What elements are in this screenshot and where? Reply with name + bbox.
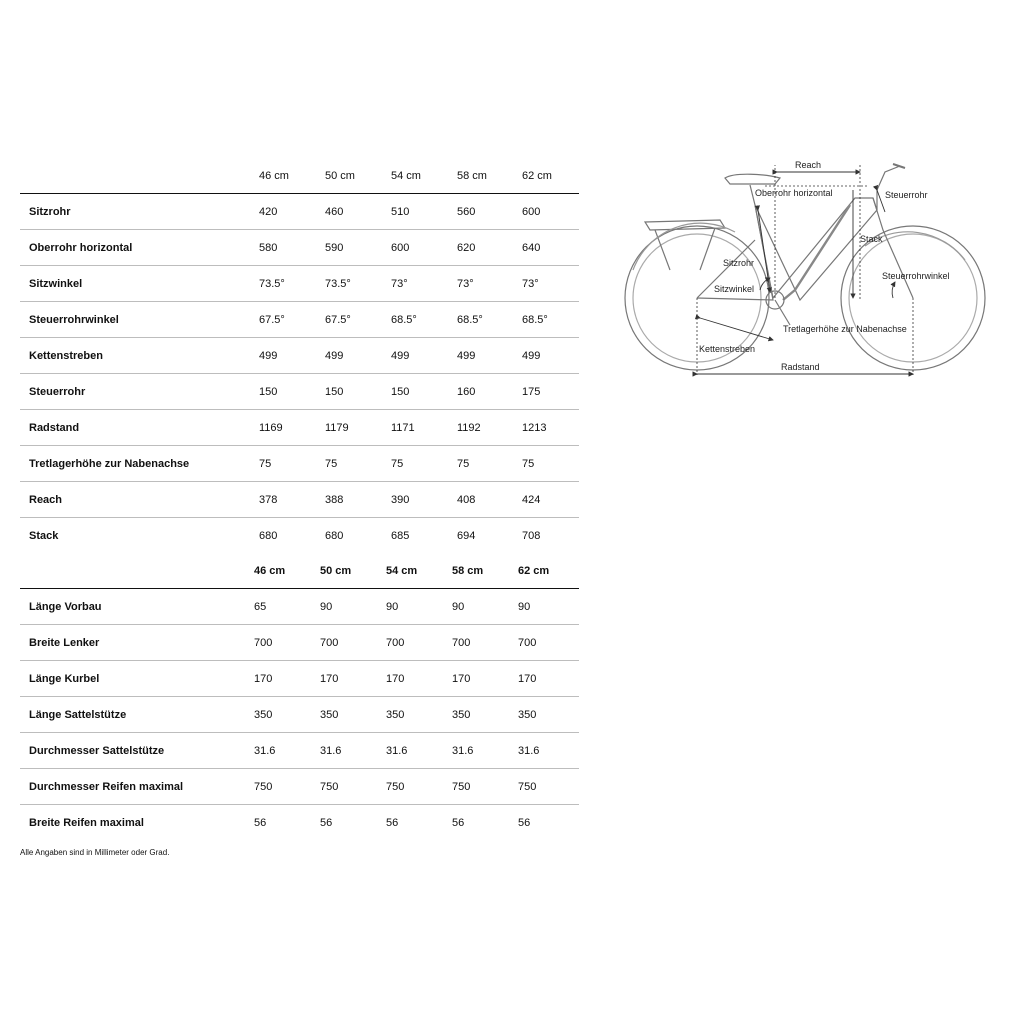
label-steuerrohr: Steuerrohr — [885, 190, 928, 200]
row-value: 31.6 — [452, 745, 474, 757]
row-value: 350 — [320, 709, 339, 721]
label-kettenstreben: Kettenstreben — [699, 344, 756, 354]
table-row — [20, 589, 579, 625]
geometry-table — [20, 170, 580, 542]
size-header-50: 50 cm — [325, 170, 355, 182]
row-value: 68.5° — [391, 314, 417, 326]
row-value: 150 — [391, 386, 410, 398]
row-value: 75 — [457, 458, 470, 470]
row-label: Reach — [29, 494, 63, 506]
row-value: 56 — [320, 817, 333, 829]
row-value: 750 — [452, 781, 471, 793]
row-label: Stack — [29, 530, 59, 542]
label-stack: Stack — [860, 234, 883, 244]
row-value: 640 — [522, 242, 541, 254]
row-label: Länge Sattelstütze — [29, 709, 127, 721]
table-row — [20, 410, 579, 446]
bike-geometry-diagram — [615, 150, 1015, 390]
row-value: 499 — [457, 350, 476, 362]
row-value: 700 — [386, 637, 405, 649]
row-value: 560 — [457, 206, 476, 218]
row-value: 73° — [457, 278, 474, 290]
row-value: 75 — [325, 458, 338, 470]
row-value: 150 — [259, 386, 278, 398]
row-value: 90 — [320, 601, 333, 613]
row-value: 750 — [320, 781, 339, 793]
row-value: 150 — [325, 386, 344, 398]
row-value: 1213 — [522, 422, 547, 434]
row-value: 590 — [325, 242, 344, 254]
row-value: 680 — [259, 530, 278, 542]
row-value: 90 — [386, 601, 399, 613]
row-label: Länge Vorbau — [29, 601, 102, 613]
row-value: 700 — [320, 637, 339, 649]
size-header-62: 62 cm — [522, 170, 552, 182]
table-row — [20, 194, 579, 230]
size-header-46: 46 cm — [254, 565, 286, 577]
row-value: 170 — [452, 673, 471, 685]
table-row — [20, 446, 579, 482]
row-label: Sitzrohr — [29, 206, 71, 218]
row-label: Tretlagerhöhe zur Nabenachse — [29, 458, 190, 470]
label-tretlager: Tretlagerhöhe zur Nabenachse — [783, 324, 907, 334]
row-value: 350 — [254, 709, 273, 721]
row-label: Kettenstreben — [29, 350, 103, 362]
row-value: 499 — [259, 350, 278, 362]
row-value: 750 — [254, 781, 273, 793]
label-steuerrohrwinkel: Steuerrohrwinkel — [882, 271, 950, 281]
table-row — [20, 518, 579, 553]
table-row — [20, 661, 579, 697]
row-value: 350 — [386, 709, 405, 721]
row-value: 600 — [522, 206, 541, 218]
row-value: 390 — [391, 494, 410, 506]
row-value: 1169 — [259, 422, 283, 434]
row-value: 170 — [386, 673, 405, 685]
geometry-table-body — [20, 194, 579, 553]
row-value: 73.5° — [259, 278, 285, 290]
row-value: 56 — [386, 817, 399, 829]
row-value: 56 — [452, 817, 465, 829]
row-label: Oberrohr horizontal — [29, 242, 133, 254]
row-label: Breite Reifen maximal — [29, 817, 144, 829]
row-value: 1171 — [391, 422, 415, 434]
row-value: 170 — [254, 673, 273, 685]
row-value: 680 — [325, 530, 344, 542]
row-value: 31.6 — [386, 745, 408, 757]
row-value: 350 — [518, 709, 537, 721]
row-value: 694 — [457, 530, 476, 542]
row-value: 685 — [391, 530, 410, 542]
size-header-58: 58 cm — [457, 170, 487, 182]
label-reach: Reach — [795, 160, 822, 170]
row-value: 1192 — [457, 422, 481, 434]
table-row — [20, 230, 579, 266]
row-label: Steuerrohrwinkel — [29, 314, 119, 326]
row-value: 700 — [254, 637, 273, 649]
row-value: 388 — [325, 494, 344, 506]
size-header-50: 50 cm — [320, 565, 352, 577]
row-value: 67.5° — [259, 314, 285, 326]
row-value: 90 — [518, 601, 531, 613]
label-radstand: Radstand — [781, 362, 820, 372]
row-label: Durchmesser Sattelstütze — [29, 745, 165, 757]
row-value: 67.5° — [325, 314, 351, 326]
table-row — [20, 805, 579, 840]
row-value: 750 — [518, 781, 537, 793]
components-table-body — [20, 589, 579, 840]
size-header-46: 46 cm — [259, 170, 289, 182]
row-value: 460 — [325, 206, 344, 218]
row-value: 620 — [457, 242, 476, 254]
row-value: 175 — [522, 386, 541, 398]
row-label: Breite Lenker — [29, 637, 100, 649]
row-value: 75 — [391, 458, 404, 470]
row-value: 580 — [259, 242, 278, 254]
row-value: 378 — [259, 494, 278, 506]
row-value: 700 — [452, 637, 471, 649]
table-row — [20, 697, 579, 733]
table-row — [20, 769, 579, 805]
row-value: 73° — [391, 278, 408, 290]
footnote: Alle Angaben sind in Millimeter oder Grad. — [20, 848, 170, 857]
row-value: 499 — [522, 350, 541, 362]
table-row — [20, 733, 579, 769]
row-value: 750 — [386, 781, 405, 793]
row-value: 73.5° — [325, 278, 351, 290]
row-value: 408 — [457, 494, 476, 506]
row-value: 510 — [391, 206, 410, 218]
row-value: 499 — [391, 350, 410, 362]
row-value: 420 — [259, 206, 278, 218]
row-value: 75 — [522, 458, 535, 470]
row-value: 68.5° — [522, 314, 548, 326]
row-value: 90 — [452, 601, 465, 613]
size-header-54: 54 cm — [391, 170, 421, 182]
row-value: 73° — [522, 278, 539, 290]
row-value: 31.6 — [254, 745, 276, 757]
row-value: 600 — [391, 242, 410, 254]
row-value: 75 — [259, 458, 272, 470]
row-label: Radstand — [29, 422, 80, 434]
row-value: 708 — [522, 530, 541, 542]
row-value: 160 — [457, 386, 476, 398]
table-row — [20, 482, 579, 518]
row-value: 31.6 — [320, 745, 342, 757]
diagram-labels — [699, 160, 950, 372]
table-row — [20, 625, 579, 661]
row-value: 499 — [325, 350, 344, 362]
row-value: 68.5° — [457, 314, 483, 326]
components-table — [20, 565, 580, 829]
row-label: Länge Kurbel — [29, 673, 100, 685]
row-value: 170 — [320, 673, 339, 685]
table-row — [20, 374, 579, 410]
row-value: 170 — [518, 673, 537, 685]
row-value: 56 — [254, 817, 267, 829]
row-label: Steuerrohr — [29, 386, 86, 398]
row-value: 700 — [518, 637, 537, 649]
row-value: 56 — [518, 817, 531, 829]
label-sitzwinkel: Sitzwinkel — [714, 284, 755, 294]
size-header-58: 58 cm — [452, 565, 484, 577]
size-header-62: 62 cm — [518, 565, 550, 577]
table-row — [20, 338, 579, 374]
table-row — [20, 302, 579, 338]
label-sitzrohr: Sitzrohr — [723, 258, 755, 268]
row-value: 350 — [452, 709, 471, 721]
row-label: Sitzwinkel — [29, 278, 83, 290]
row-label: Durchmesser Reifen maximal — [29, 781, 184, 793]
row-value: 424 — [522, 494, 541, 506]
row-value: 31.6 — [518, 745, 540, 757]
row-value: 65 — [254, 601, 267, 613]
size-header-54: 54 cm — [386, 565, 418, 577]
table-row — [20, 266, 579, 302]
row-value: 1179 — [325, 422, 349, 434]
label-oberrohr: Oberrohr horizontal — [755, 188, 833, 198]
